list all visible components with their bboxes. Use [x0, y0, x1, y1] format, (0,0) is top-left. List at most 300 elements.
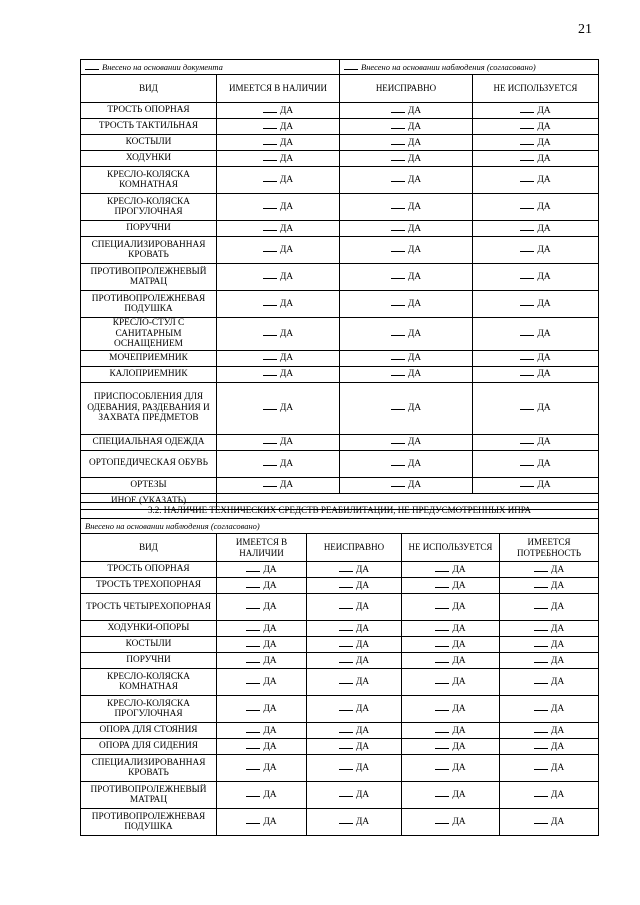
item-name: ОРТЕЗЫ [81, 477, 217, 493]
answer-blank-line [391, 244, 405, 252]
answer-blank-line [391, 402, 405, 410]
answer-label: ДА [279, 403, 294, 414]
answer-cell[interactable] [217, 477, 340, 493]
answer-cell[interactable] [473, 119, 599, 135]
table-row [81, 221, 599, 237]
answer-blank-line [339, 580, 353, 588]
answer-cell[interactable] [402, 782, 500, 809]
answer-cell[interactable] [307, 637, 402, 653]
answer-blank-line [520, 458, 534, 466]
answer-cell[interactable] [217, 755, 307, 782]
answer-blank-line [339, 725, 353, 733]
answer-cell[interactable] [340, 103, 473, 119]
answer-blank-line [534, 564, 548, 572]
answer-blank-line [339, 601, 353, 609]
answer-cell[interactable] [473, 450, 599, 477]
answer-cell[interactable] [473, 194, 599, 221]
answer-cell[interactable] [307, 809, 402, 836]
item-name: ТРОСТЬ ОПОРНАЯ [81, 562, 217, 578]
answer-cell[interactable] [473, 221, 599, 237]
answer-label: ДА [263, 602, 277, 613]
answer-label: ДА [537, 369, 551, 380]
answer-cell[interactable] [217, 637, 307, 653]
answer-label: ДА [407, 403, 422, 414]
answer-blank-line [263, 458, 277, 466]
table-row [81, 194, 599, 221]
answer-cell[interactable] [217, 382, 340, 434]
answer-cell[interactable] [402, 621, 500, 637]
answer-cell[interactable] [217, 350, 340, 366]
answer-label: ДА [355, 602, 370, 613]
answer-blank-line [520, 402, 534, 410]
item-name: ПРОТИВОПРОЛЕЖНЕВАЯ ПОДУШКА [81, 291, 217, 318]
answer-blank-line [534, 601, 548, 609]
item-name: КРЕСЛО-КОЛЯСКА КОМНАТНАЯ [81, 167, 217, 194]
answer-label: ДА [279, 353, 294, 364]
answer-label: ДА [407, 153, 422, 164]
answer-cell[interactable] [473, 264, 599, 291]
answer-label: ДА [452, 580, 466, 591]
answer-blank-line [391, 479, 405, 487]
answer-blank-line [534, 676, 548, 684]
answer-label: ДА [279, 369, 294, 380]
other-label: ИНОЕ (УКАЗАТЬ) [81, 493, 217, 509]
answer-cell[interactable] [402, 809, 500, 836]
answer-label: ДА [263, 580, 277, 591]
answer-label: ДА [279, 437, 294, 448]
header-row [81, 75, 599, 103]
answer-cell[interactable] [217, 318, 340, 351]
answer-label: ДА [407, 369, 422, 380]
answer-cell[interactable] [500, 621, 599, 637]
answer-label: ДА [407, 437, 422, 448]
answer-label: ДА [263, 741, 277, 752]
answer-cell[interactable] [402, 578, 500, 594]
table-row [81, 696, 599, 723]
table-row [81, 739, 599, 755]
answer-cell[interactable] [340, 291, 473, 318]
answer-label: ДА [452, 623, 466, 634]
answer-cell[interactable] [217, 450, 340, 477]
answer-cell[interactable] [217, 366, 340, 382]
item-name: КРЕСЛО-КОЛЯСКА КОМНАТНАЯ [81, 669, 217, 696]
header-faulty: НЕИСПРАВНО [307, 534, 402, 562]
answer-cell[interactable] [340, 264, 473, 291]
answer-cell[interactable] [307, 621, 402, 637]
answer-cell[interactable] [307, 594, 402, 621]
answer-label: ДА [263, 817, 277, 828]
answer-blank-line [246, 601, 260, 609]
answer-cell[interactable] [340, 450, 473, 477]
answer-blank-line [520, 137, 534, 145]
answer-label: ДА [537, 403, 551, 414]
answer-cell[interactable] [402, 669, 500, 696]
answer-blank-line [435, 676, 449, 684]
item-name: КРЕСЛО-КОЛЯСКА ПРОГУЛОЧНАЯ [81, 194, 217, 221]
table-row [81, 809, 599, 836]
answer-label: ДА [279, 121, 294, 132]
header-unused: НЕ ИСПОЛЬЗУЕТСЯ [473, 75, 599, 103]
answer-cell[interactable] [402, 594, 500, 621]
table-row [81, 434, 599, 450]
answer-blank-line [435, 655, 449, 663]
answer-cell[interactable] [217, 264, 340, 291]
answer-cell[interactable] [500, 809, 599, 836]
answer-label: ДА [263, 655, 277, 666]
answer-blank-line [263, 137, 277, 145]
answer-label: ДА [537, 175, 551, 186]
answer-cell[interactable] [402, 637, 500, 653]
answer-cell[interactable] [473, 135, 599, 151]
answer-label: ДА [537, 437, 551, 448]
answer-label: ДА [550, 704, 565, 715]
table-row [81, 450, 599, 477]
answer-cell[interactable] [402, 755, 500, 782]
answer-cell[interactable] [307, 562, 402, 578]
answer-blank-line [520, 121, 534, 129]
answer-blank-line [246, 623, 260, 631]
answer-cell[interactable] [307, 723, 402, 739]
source-note-row [81, 519, 599, 534]
answer-blank-line [263, 223, 277, 231]
item-name: ОПОРА ДЛЯ СТОЯНИЯ [81, 723, 217, 739]
item-name: СПЕЦИАЛЬНАЯ ОДЕЖДА [81, 434, 217, 450]
answer-label: ДА [355, 564, 370, 575]
table-row [81, 578, 599, 594]
answer-cell[interactable] [473, 237, 599, 264]
answer-cell[interactable] [307, 578, 402, 594]
answer-cell[interactable] [402, 723, 500, 739]
answer-blank-line [391, 436, 405, 444]
answer-blank-line [534, 816, 548, 824]
answer-cell[interactable] [473, 477, 599, 493]
item-name: ПРОТИВОПРОЛЕЖНЕВЫЙ МАТРАЦ [81, 782, 217, 809]
answer-blank-line [339, 816, 353, 824]
table-row [81, 350, 599, 366]
answer-cell[interactable] [500, 723, 599, 739]
answer-blank-line [263, 402, 277, 410]
answer-blank-line [339, 639, 353, 647]
answer-cell[interactable] [217, 739, 307, 755]
item-name: ТРОСТЬ ТРЕХОПОРНАЯ [81, 578, 217, 594]
table-row [81, 167, 599, 194]
header-unused: НЕ ИСПОЛЬЗУЕТСЯ [402, 534, 500, 562]
table-row [81, 318, 599, 351]
section-title: 3.2. НАЛИЧИЕ ТЕХНИЧЕСКИХ СРЕДСТВ РЕАБИЛИТАЦИИ, НЕ ПРЕДУСМОТРЕННЫХ ИПРА [81, 503, 599, 519]
answer-blank-line [391, 223, 405, 231]
answer-cell[interactable] [217, 151, 340, 167]
answer-blank-line [534, 789, 548, 797]
table-row [81, 382, 599, 434]
answer-label: ДА [407, 137, 422, 148]
table-row [81, 562, 599, 578]
answer-cell[interactable] [500, 696, 599, 723]
answer-label: ДА [263, 790, 277, 801]
note-observation: Внесено на основании наблюдения (согласовано) [81, 519, 599, 534]
answer-label: ДА [537, 480, 551, 491]
item-name: СПЕЦИАЛИЗИРОВАННАЯ КРОВАТЬ [81, 237, 217, 264]
item-name: КОСТЫЛИ [81, 135, 217, 151]
item-name: МОЧЕПРИЕМНИК [81, 350, 217, 366]
answer-cell[interactable] [473, 291, 599, 318]
answer-blank-line [520, 244, 534, 252]
answer-cell[interactable] [500, 653, 599, 669]
answer-cell[interactable] [340, 434, 473, 450]
item-name: СПЕЦИАЛИЗИРОВАННАЯ КРОВАТЬ [81, 755, 217, 782]
answer-cell[interactable] [307, 653, 402, 669]
answer-blank-line [435, 601, 449, 609]
answer-cell[interactable] [402, 696, 500, 723]
answer-blank-line [391, 458, 405, 466]
answer-label: ДА [279, 480, 294, 491]
answer-cell[interactable] [217, 594, 307, 621]
answer-cell[interactable] [340, 167, 473, 194]
answer-blank-line [246, 639, 260, 647]
note-observation: Внесено на основании наблюдения (согласовано) [340, 60, 599, 75]
answer-label: ДА [550, 763, 565, 774]
answer-cell[interactable] [500, 637, 599, 653]
answer-label: ДА [550, 741, 565, 752]
item-name: КРЕСЛО-КОЛЯСКА ПРОГУЛОЧНАЯ [81, 696, 217, 723]
answer-blank-line [246, 762, 260, 770]
answer-cell[interactable] [217, 135, 340, 151]
answer-label: ДА [279, 299, 294, 310]
answer-label: ДА [550, 639, 565, 650]
item-name: ТРОСТЬ ТАКТИЛЬНАЯ [81, 119, 217, 135]
answer-label: ДА [263, 725, 277, 736]
answer-blank-line [339, 676, 353, 684]
answer-label: ДА [452, 725, 466, 736]
answer-blank-line [391, 174, 405, 182]
table-row [81, 723, 599, 739]
tsr-table-non-ipra [80, 502, 599, 836]
table-row [81, 135, 599, 151]
answer-label: ДА [550, 580, 565, 591]
answer-label: ДА [452, 704, 466, 715]
answer-cell[interactable] [340, 237, 473, 264]
answer-cell[interactable] [473, 103, 599, 119]
answer-cell[interactable] [340, 366, 473, 382]
table-row [81, 119, 599, 135]
answer-blank-line [339, 762, 353, 770]
answer-label: ДА [279, 245, 294, 256]
answer-label: ДА [452, 763, 466, 774]
answer-label: ДА [407, 245, 422, 256]
answer-cell[interactable] [217, 782, 307, 809]
answer-blank-line [246, 703, 260, 711]
answer-blank-line [391, 137, 405, 145]
answer-label: ДА [550, 602, 565, 613]
answer-cell[interactable] [402, 653, 500, 669]
answer-cell[interactable] [340, 318, 473, 351]
answer-cell[interactable] [500, 562, 599, 578]
answer-blank-line [534, 725, 548, 733]
answer-cell[interactable] [473, 434, 599, 450]
answer-label: ДА [407, 175, 422, 186]
answer-blank-line [520, 328, 534, 336]
answer-blank-line [435, 580, 449, 588]
answer-label: ДА [279, 153, 294, 164]
answer-blank-line [339, 703, 353, 711]
answer-cell[interactable] [402, 562, 500, 578]
answer-cell[interactable] [500, 782, 599, 809]
answer-cell[interactable] [217, 167, 340, 194]
answer-blank-line [246, 789, 260, 797]
answer-cell[interactable] [217, 434, 340, 450]
answer-label: ДА [537, 137, 551, 148]
answer-blank-line [435, 741, 449, 749]
answer-cell[interactable] [473, 382, 599, 434]
item-name: ТРОСТЬ ЧЕТЫРЕХОПОРНАЯ [81, 594, 217, 621]
answer-blank-line [520, 153, 534, 161]
item-name: ПОРУЧНИ [81, 653, 217, 669]
answer-cell[interactable] [217, 562, 307, 578]
page-number: 21 [578, 22, 592, 37]
answer-cell[interactable] [217, 119, 340, 135]
answer-cell[interactable] [307, 739, 402, 755]
answer-label: ДА [537, 329, 551, 339]
answer-label: ДА [452, 564, 466, 575]
answer-blank-line [534, 580, 548, 588]
answer-cell[interactable] [500, 594, 599, 621]
answer-cell[interactable] [217, 809, 307, 836]
answer-cell[interactable] [217, 291, 340, 318]
answer-cell[interactable] [217, 237, 340, 264]
answer-cell[interactable] [340, 382, 473, 434]
answer-cell[interactable] [307, 755, 402, 782]
answer-blank-line [520, 271, 534, 279]
answer-label: ДА [537, 202, 551, 213]
header-available: ИМЕЕТСЯ В НАЛИЧИИ [217, 534, 307, 562]
answer-blank-line [435, 564, 449, 572]
table-row [81, 151, 599, 167]
answer-cell[interactable] [217, 194, 340, 221]
answer-blank-line [391, 121, 405, 129]
answer-label: ДА [537, 272, 551, 283]
header-vid: ВИД [81, 534, 217, 562]
answer-cell[interactable] [500, 578, 599, 594]
answer-blank-line [391, 271, 405, 279]
answer-blank-line [391, 153, 405, 161]
answer-blank-line [246, 816, 260, 824]
answer-cell[interactable] [500, 739, 599, 755]
answer-cell[interactable] [340, 151, 473, 167]
item-name: ОПОРА ДЛЯ СИДЕНИЯ [81, 739, 217, 755]
answer-blank-line [520, 368, 534, 376]
answer-cell[interactable] [473, 350, 599, 366]
answer-cell[interactable] [217, 653, 307, 669]
answer-label: ДА [355, 639, 370, 650]
answer-cell[interactable] [217, 696, 307, 723]
answer-cell[interactable] [473, 167, 599, 194]
table-row [81, 103, 599, 119]
answer-blank-line [246, 580, 260, 588]
answer-cell[interactable] [217, 221, 340, 237]
answer-label: ДА [452, 602, 466, 613]
header-faulty: НЕИСПРАВНО [340, 75, 473, 103]
answer-blank-line [339, 741, 353, 749]
table-row [81, 477, 599, 493]
answer-blank-line [263, 436, 277, 444]
answer-label: ДА [279, 105, 294, 116]
answer-blank-line [263, 479, 277, 487]
answer-label: ДА [263, 704, 277, 715]
answer-blank-line [520, 105, 534, 113]
table-row [81, 621, 599, 637]
answer-blank-line [520, 223, 534, 231]
answer-blank-line [391, 201, 405, 209]
answer-label: ДА [407, 353, 422, 364]
answer-label: ДА [550, 817, 565, 828]
answer-label: ДА [279, 458, 294, 469]
answer-cell[interactable] [340, 221, 473, 237]
answer-cell[interactable] [307, 669, 402, 696]
note-document: Внесено на основании документа [81, 60, 340, 75]
answer-cell[interactable] [340, 119, 473, 135]
answer-label: ДА [452, 790, 466, 801]
answer-blank-line [246, 655, 260, 663]
answer-label: ДА [550, 655, 565, 666]
answer-blank-line [534, 703, 548, 711]
answer-blank-line [520, 352, 534, 360]
answer-cell[interactable] [500, 755, 599, 782]
answer-cell[interactable] [473, 151, 599, 167]
answer-cell[interactable] [500, 669, 599, 696]
answer-cell[interactable] [307, 696, 402, 723]
answer-cell[interactable] [340, 135, 473, 151]
answer-cell[interactable] [217, 578, 307, 594]
answer-cell[interactable] [307, 782, 402, 809]
answer-cell[interactable] [340, 194, 473, 221]
answer-label: ДА [407, 105, 422, 116]
table-row [81, 782, 599, 809]
header-row [81, 534, 599, 562]
answer-blank-line [520, 298, 534, 306]
answer-blank-line [435, 623, 449, 631]
answer-cell[interactable] [217, 621, 307, 637]
answer-label: ДА [537, 105, 551, 116]
source-note-row [81, 60, 599, 75]
answer-label: ДА [263, 677, 277, 688]
answer-cell[interactable] [340, 350, 473, 366]
answer-label: ДА [279, 137, 294, 148]
answer-label: ДА [355, 704, 370, 715]
item-name: КОСТЫЛИ [81, 637, 217, 653]
answer-cell[interactable] [473, 366, 599, 382]
answer-cell[interactable] [402, 739, 500, 755]
answer-label: ДА [452, 639, 466, 650]
item-name: ПРОТИВОПРОЛЕЖНЕВАЯ ПОДУШКА [81, 809, 217, 836]
table-row [81, 755, 599, 782]
item-name: ПРИСПОСОБЛЕНИЯ ДЛЯ ОДЕВАНИЯ, РАЗДЕВАНИЯ И ЗАХВАТА ПРЕДМЕТОВ [81, 382, 217, 434]
answer-label: ДА [550, 677, 565, 688]
answer-cell[interactable] [217, 723, 307, 739]
answer-label: ДА [407, 121, 422, 132]
answer-cell[interactable] [473, 318, 599, 351]
answer-label: ДА [355, 655, 370, 666]
answer-cell[interactable] [217, 669, 307, 696]
answer-blank-line [534, 655, 548, 663]
answer-cell[interactable] [217, 103, 340, 119]
answer-label: ДА [279, 223, 294, 234]
answer-label: ДА [355, 817, 370, 828]
answer-blank-line [391, 328, 405, 336]
answer-label: ДА [279, 329, 294, 339]
answer-blank-line [246, 676, 260, 684]
item-name: ПОРУЧНИ [81, 221, 217, 237]
table-row [81, 237, 599, 264]
answer-cell[interactable] [340, 477, 473, 493]
